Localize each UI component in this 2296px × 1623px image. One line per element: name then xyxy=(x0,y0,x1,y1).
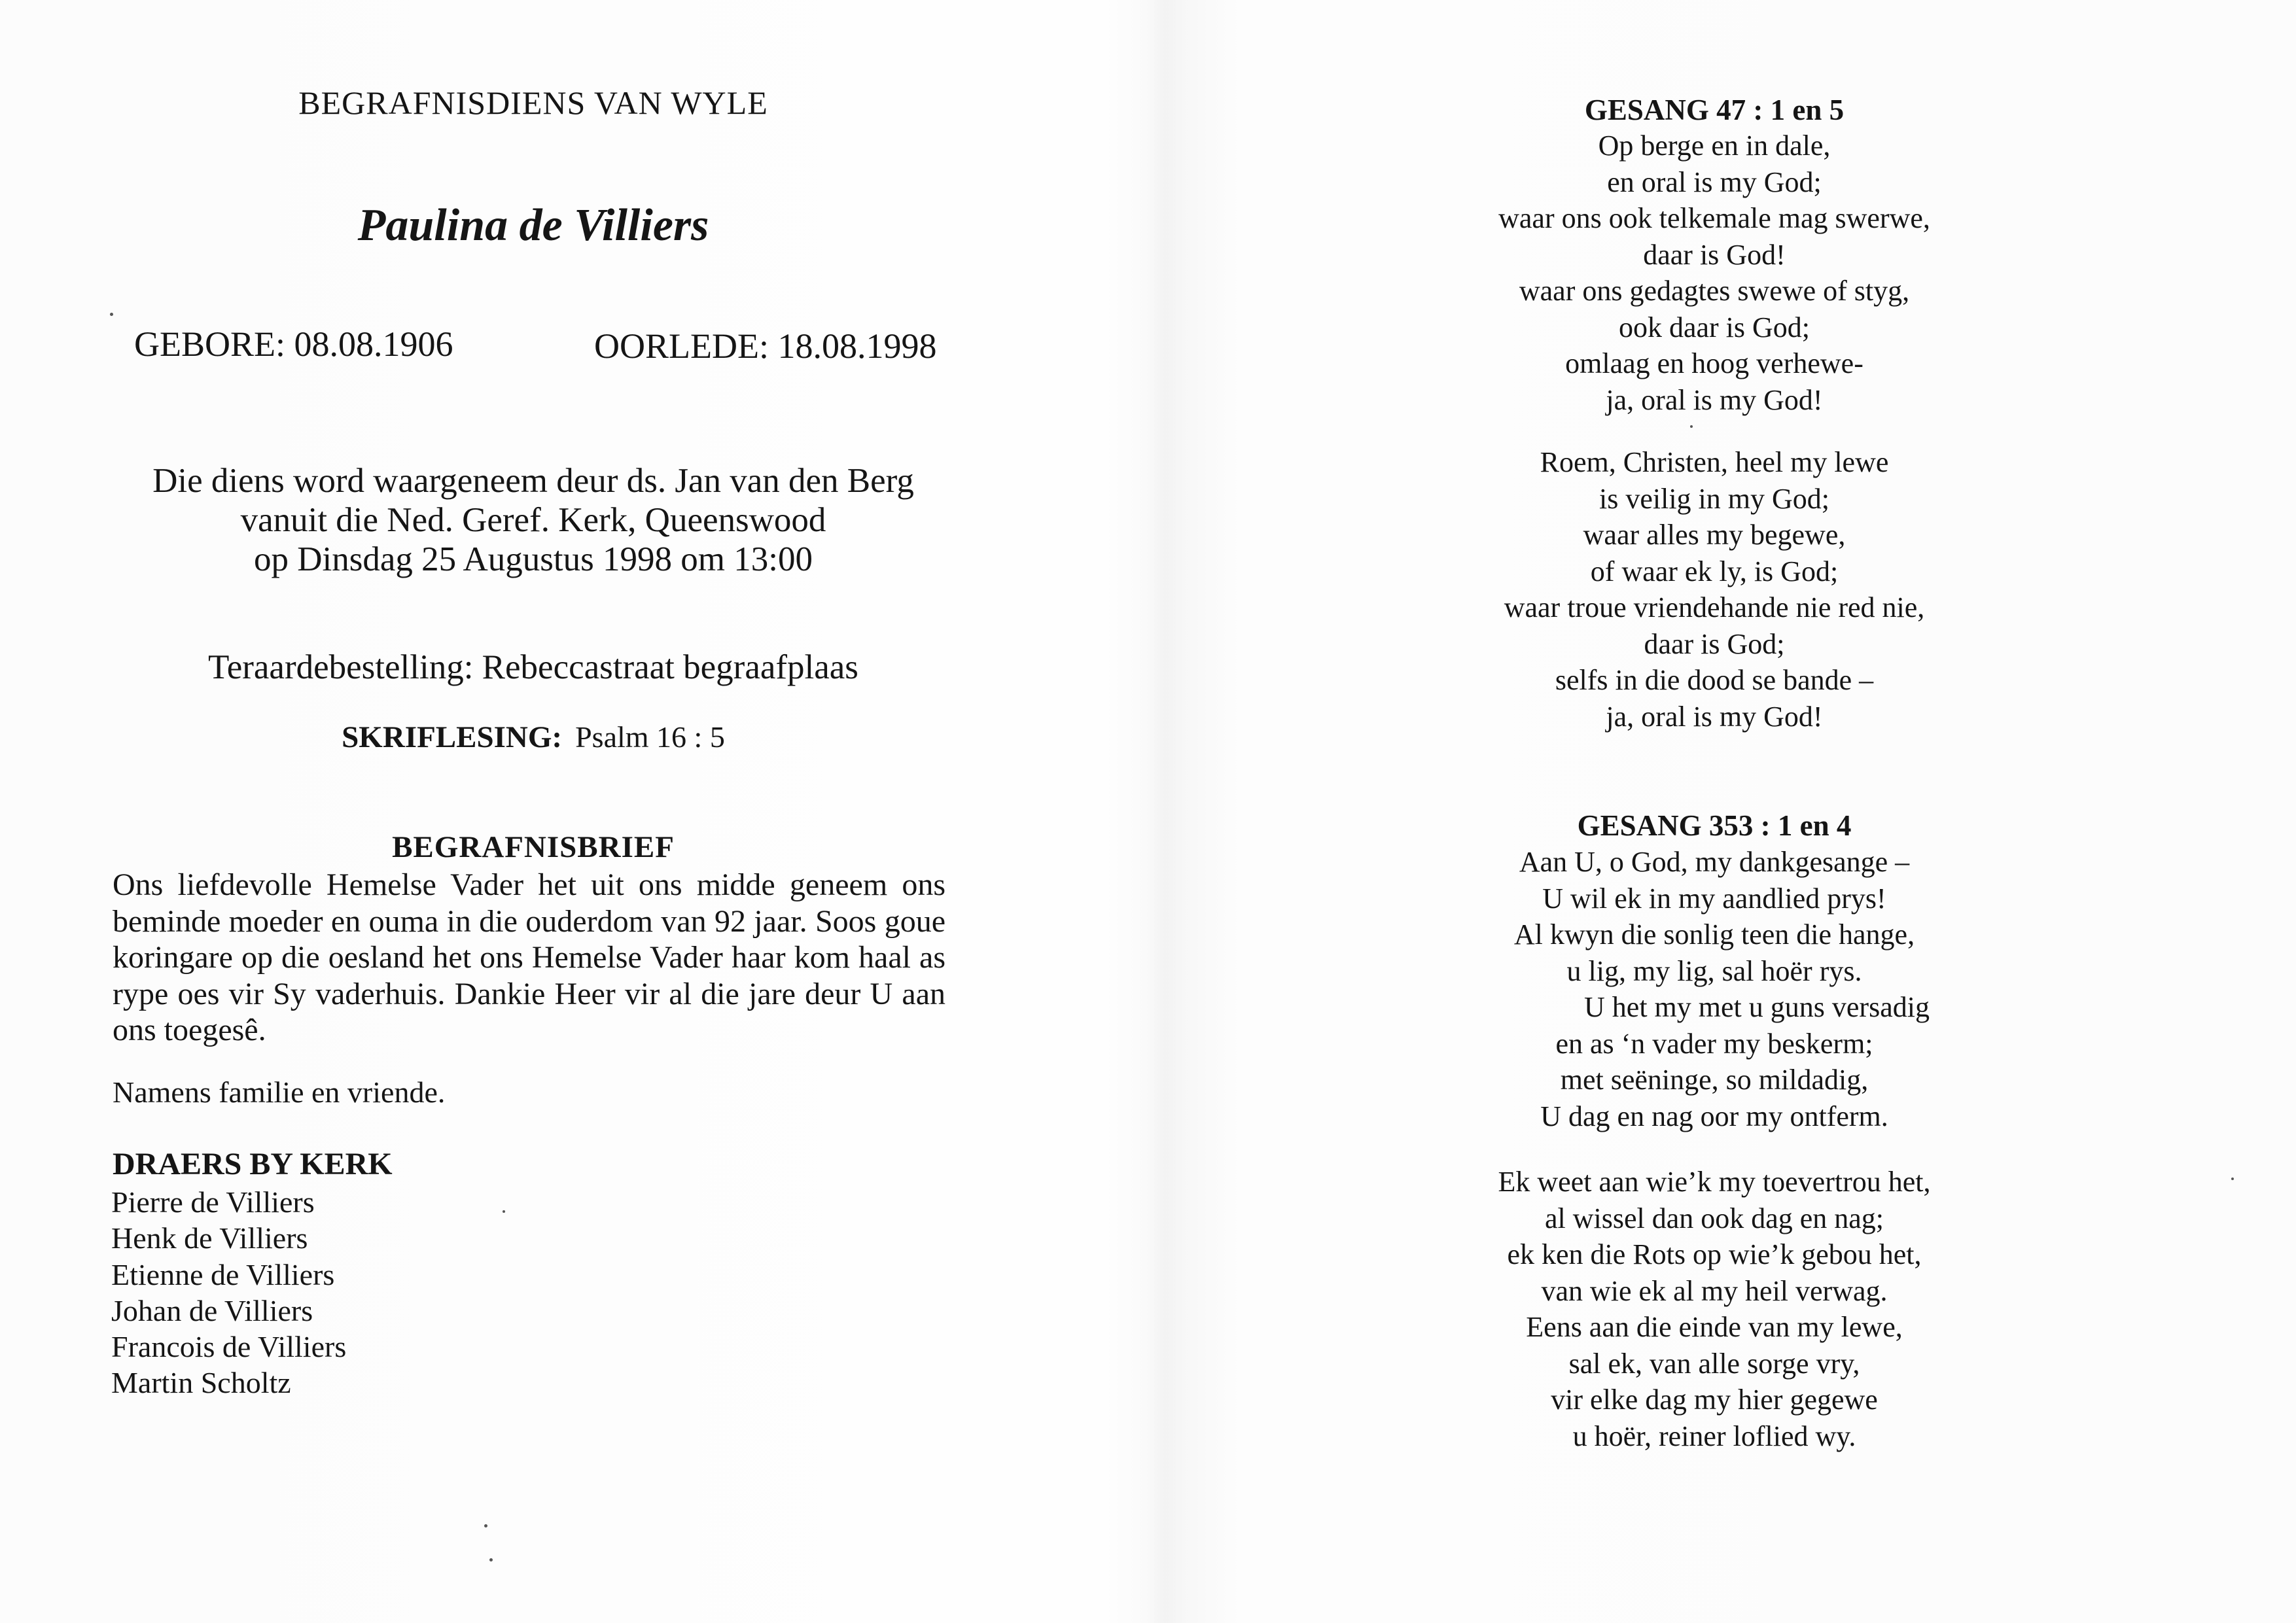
verse-line: is veilig in my God; xyxy=(1599,482,1829,515)
verse-line: en oral is my God; xyxy=(1607,166,1822,198)
scan-speck xyxy=(489,1558,493,1562)
verse-line: sal ek, van alle sorge vry, xyxy=(1568,1347,1860,1380)
letter-signoff: Namens familie en vriende. xyxy=(113,1075,446,1109)
verse-line: Ek weet aan wie’k my toevertrou het, xyxy=(1498,1166,1931,1198)
verse-line: omlaag en hoog verhewe- xyxy=(1565,347,1863,379)
birth-date: GEBORE: 08.08.1906 xyxy=(134,324,453,364)
verse-line: van wie ek al my heil verwag. xyxy=(1541,1274,1888,1307)
verse-line: of waar ek ly, is God; xyxy=(1590,555,1839,587)
verse-line: u lig, my lig, sal hoër rys. xyxy=(1566,954,1862,987)
pallbearer-name: Henk de Villiers xyxy=(111,1221,308,1255)
pallbearer-name: Pierre de Villiers xyxy=(111,1185,315,1219)
verse-line: Eens aan die einde van my lewe, xyxy=(1526,1311,1903,1343)
verse-line: ja, oral is my God! xyxy=(1606,700,1823,733)
pallbearers-title: DRAERS BY KERK xyxy=(113,1147,393,1181)
verse-line: daar is God; xyxy=(1644,627,1785,660)
scan-speck xyxy=(484,1524,487,1527)
verse-line: waar ons gedagtes swewe of styg, xyxy=(1519,275,1910,307)
verse-line: selfs in die dood se bande – xyxy=(1555,664,1874,696)
pallbearer-name: Johan de Villiers xyxy=(111,1293,313,1327)
pallbearers-list xyxy=(111,1184,346,1401)
letter-body: Ons liefdevolle Hemelse Vader het uit ons midde geneem ons beminde moeder en ouma in die ouderdom van 92 jaar. Soos goue koringare op die oesland het ons Hemelse Vader haar kom haal as rype oes vir Sy vaderhuis. Dankie Heer vir al die jare deur U aan ons toegesê. xyxy=(113,867,945,1047)
pallbearer-name: Etienne de Villiers xyxy=(111,1257,335,1291)
burial-info: Teraardebestelling: Rebeccastraat begraafplaas xyxy=(208,648,858,686)
service-details xyxy=(92,461,975,579)
service-line: vanuit die Ned. Geref. Kerk, Queenswood xyxy=(240,501,826,539)
hymn-title: GESANG 353 : 1 en 4 xyxy=(1577,809,1852,842)
verse-line: al wissel dan ook dag en nag; xyxy=(1544,1202,1884,1234)
verse-line: ja, oral is my God! xyxy=(1606,383,1823,416)
verse-line: Al kwyn die sonlig teen die hange, xyxy=(1513,918,1915,951)
scan-speck xyxy=(110,313,113,316)
hymn-title: GESANG 47 : 1 en 5 xyxy=(1584,94,1845,126)
verse-line: en as ‘n vader my beskerm; xyxy=(1555,1027,1873,1060)
verse-line: waar ons ook telkemale mag swerwe, xyxy=(1498,202,1930,234)
service-line: Die diens word waargeneem deur ds. Jan van den Berg xyxy=(152,462,914,500)
scan-speck xyxy=(1690,425,1693,428)
service-header: BEGRAFNISDIENS VAN WYLE xyxy=(298,84,768,121)
pallbearer-name: Francois de Villiers xyxy=(111,1330,347,1364)
deceased-name: Paulina de Villiers xyxy=(357,200,709,251)
verse-line: Aan U, o God, my dankgesange – xyxy=(1519,846,1910,878)
hymn-verse xyxy=(1374,1164,2055,1454)
scripture-reference: Psalm 16 : 5 xyxy=(575,720,725,754)
hymn-verse xyxy=(1400,444,2028,735)
scan-speck xyxy=(503,1210,505,1213)
verse-line: U het my met u guns versadig xyxy=(1584,991,1930,1023)
verse-line: waar alles my begewe, xyxy=(1583,519,1846,551)
verse-line: Roem, Christen, heel my lewe xyxy=(1540,446,1889,478)
hymn-verse xyxy=(1400,128,2028,418)
verse-line: vir elke dag my hier gegewe xyxy=(1551,1384,1878,1416)
verse-line: met seëninge, so mildadig, xyxy=(1560,1064,1869,1096)
service-line: op Dinsdag 25 Augustus 1998 om 13:00 xyxy=(254,540,813,578)
death-date: OORLEDE: 18.08.1998 xyxy=(594,326,937,366)
pallbearer-name: Martin Scholtz xyxy=(111,1366,291,1400)
verse-line: daar is God! xyxy=(1643,238,1786,271)
hymn-verse xyxy=(1374,844,2055,1134)
verse-line: U dag en nag oor my ontferm. xyxy=(1540,1100,1888,1132)
verse-line: ek ken die Rots op wie’k gebou het, xyxy=(1507,1238,1922,1270)
scan-speck xyxy=(2231,1178,2234,1180)
scripture-reading xyxy=(92,720,975,755)
verse-line: U wil ek in my aandlied prys! xyxy=(1542,882,1886,915)
letter-title: BEGRAFNISBRIEF xyxy=(392,830,675,864)
verse-line: u hoër, reiner loflied wy. xyxy=(1572,1420,1856,1452)
center-fold xyxy=(1145,0,1184,1623)
scripture-label: SKRIFLESING: xyxy=(342,720,563,754)
verse-line: Op berge en in dale, xyxy=(1598,130,1831,162)
verse-line: ook daar is God; xyxy=(1618,311,1810,343)
verse-line: waar troue vriendehande nie red nie, xyxy=(1504,591,1925,623)
